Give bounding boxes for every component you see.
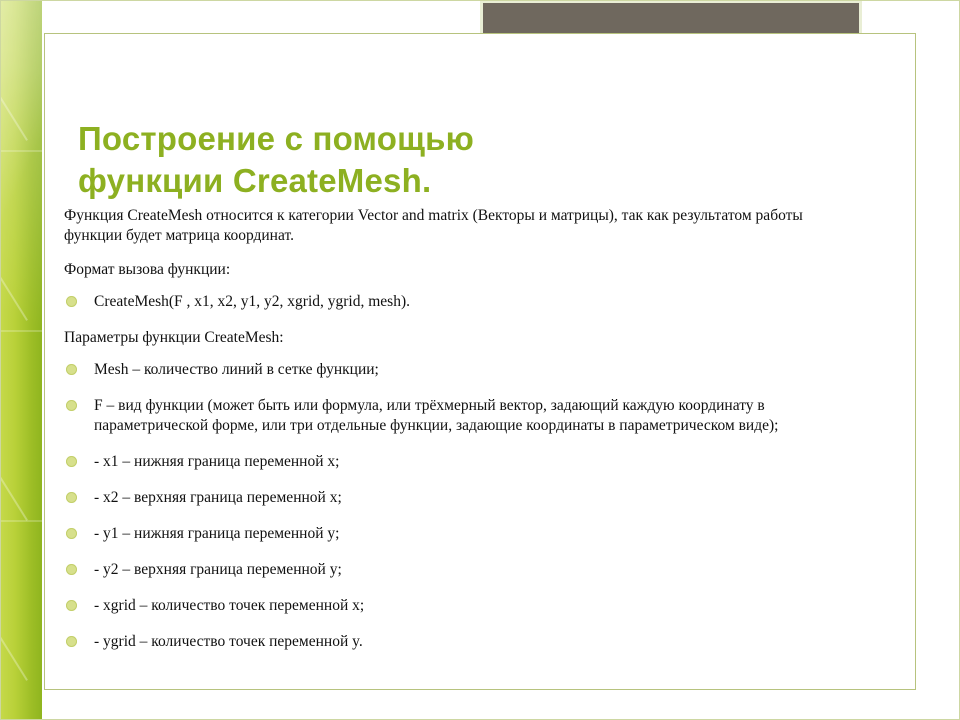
list-item-label: - x1 – нижняя граница переменной x; bbox=[94, 453, 340, 470]
list-item bbox=[20, 452, 850, 472]
band-stripe-1 bbox=[0, 150, 42, 152]
bullet-dot-icon bbox=[66, 600, 77, 611]
slide-title bbox=[78, 118, 778, 202]
bullet-dot-icon bbox=[66, 400, 77, 411]
call-format-label: Формат вызова функции: bbox=[64, 261, 231, 278]
list-item-label: - xgrid – количество точек переменной x; bbox=[94, 597, 365, 614]
bullet-dot-icon bbox=[66, 296, 77, 307]
bullet-dot-icon bbox=[66, 364, 77, 375]
bullet-dot-icon bbox=[66, 528, 77, 539]
bullet-dot-icon bbox=[66, 636, 77, 647]
list-item-label: Mesh – количество линий в сетке функции; bbox=[94, 361, 379, 378]
list-item-label: - ygrid – количество точек переменной y. bbox=[94, 633, 363, 650]
list-item bbox=[20, 396, 850, 436]
list-item bbox=[20, 524, 850, 544]
list-item bbox=[20, 596, 850, 616]
list-item bbox=[20, 292, 850, 312]
list-item-label: - y2 – верхняя граница переменной y; bbox=[94, 561, 342, 578]
list-item-label: - x2 – верхняя граница переменной x; bbox=[94, 489, 342, 506]
list-item-label: F – вид функции (может быть или формула, или трёхмерный вектор, задающий каждую координату в параметрической форме, или три отдельные функции, задающие координаты в параметрическом виде); bbox=[94, 397, 779, 434]
list-item bbox=[20, 560, 850, 580]
bullet-dot-icon bbox=[66, 456, 77, 467]
list-item bbox=[20, 360, 850, 380]
bullet-dot-icon bbox=[66, 564, 77, 575]
list-item bbox=[20, 632, 850, 652]
slide-title-line-2: функции CreateMesh. bbox=[78, 162, 432, 199]
slide-title-line-1: Построение с помощью bbox=[78, 120, 474, 157]
list-item-label: - y1 – нижняя граница переменной y; bbox=[94, 525, 340, 542]
slide-body bbox=[20, 206, 850, 668]
bullet-dot-icon bbox=[66, 492, 77, 503]
list-item-label: CreateMesh(F , x1, x2, y1, y2, xgrid, ygrid, mesh). bbox=[94, 293, 410, 310]
intro-paragraph: Функция CreateMesh относится к категории Vector and matrix (Векторы и матрицы), так как результатом работы функции будет матрица координат. bbox=[64, 207, 803, 244]
list-item bbox=[20, 488, 850, 508]
params-heading: Параметры функции CreateMesh: bbox=[64, 329, 284, 346]
